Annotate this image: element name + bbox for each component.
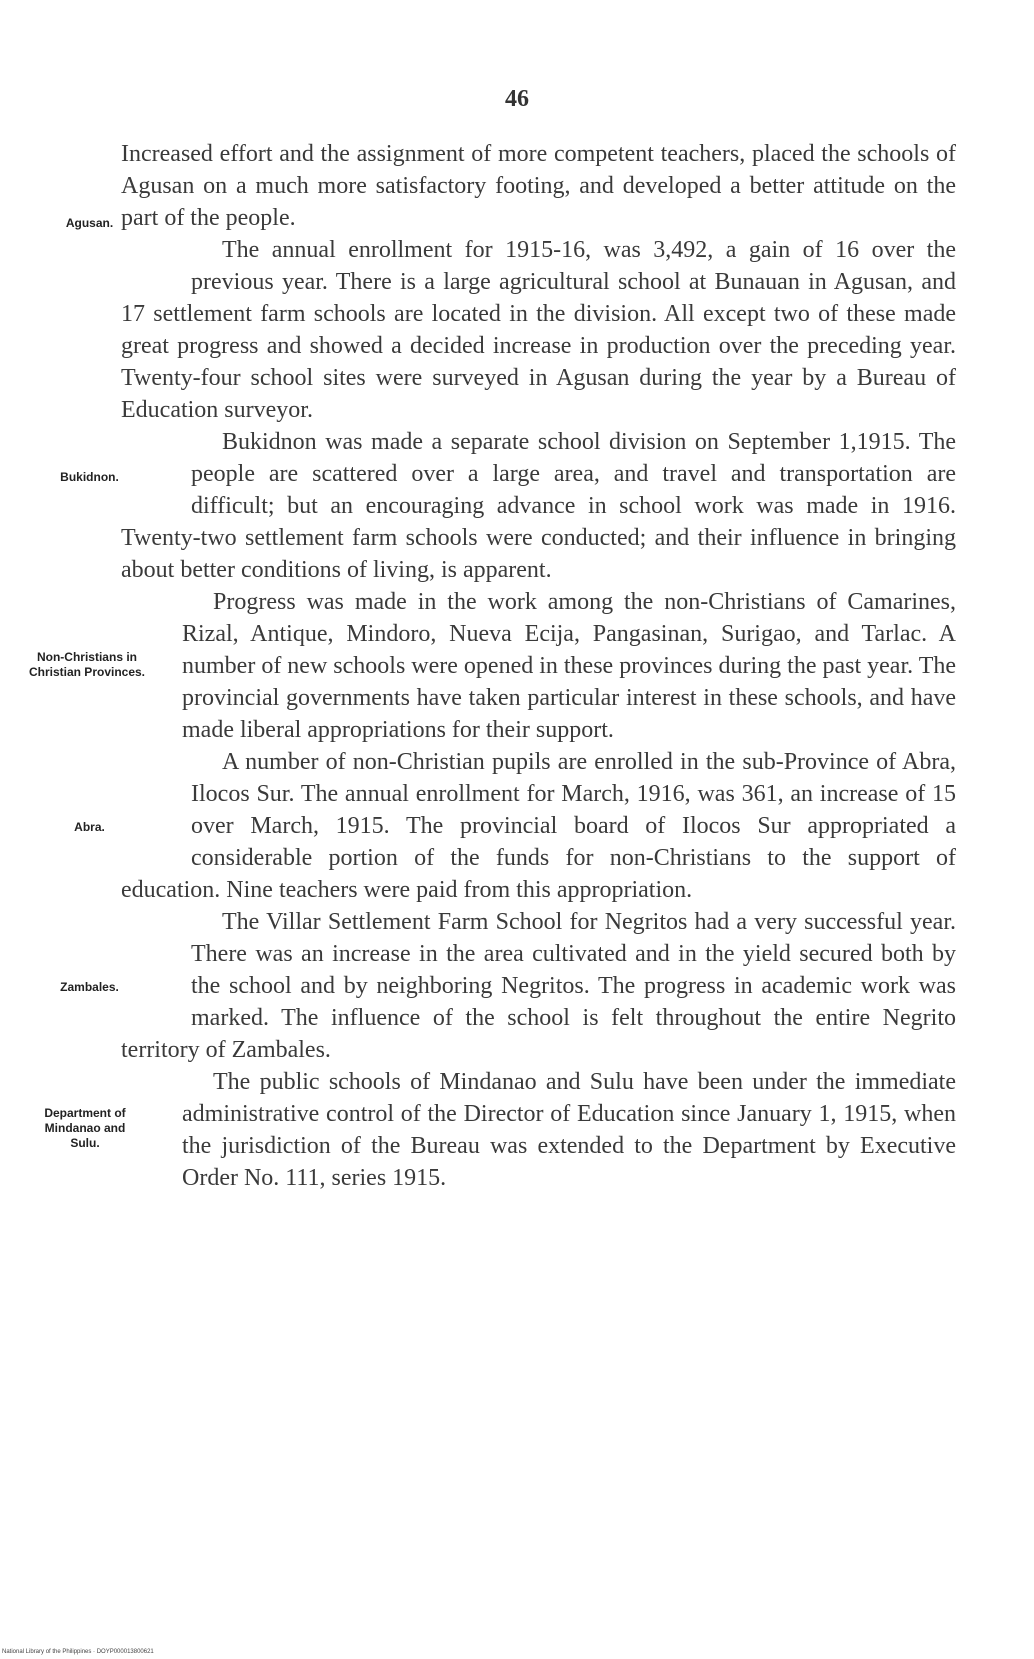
paragraph-text: Progress was made in the work among the non-Christians of Camarines, Rizal, Antique, Mindoro, Nueva Ecija, Pangasinan, Surigao, and Tarlac. A number of new schools were opened in these provinces during the past year. The provincial governments have taken particular interest in these schools, and have made liberal appropriations for their support. bbox=[182, 589, 956, 743]
side-note-agusan: Agusan. bbox=[65, 216, 114, 230]
paragraph-text: Bukidnon was made a separate school division on September 1,1915. The people are scattered over a large area, and travel and transportation are difficult; but an encouraging advance in school work was made in 1916. Twenty-two settlement farm schools were conducted; and their influence in bringing about better conditions of living, is apparent. bbox=[121, 429, 956, 583]
paragraph-text: Increased effort and the assignment of more competent teachers, placed the schools of Agusan on a much more satisfactory footing, and developed a better attitude on the part of the people. bbox=[121, 141, 956, 231]
archive-footer: National Library of the Philippines · DOYP000013800621 bbox=[2, 1649, 154, 1655]
paragraph-text: The public schools of Mindanao and Sulu have been under the immediate administrative control of the Director of Education since January 1, 1915, when the jurisdiction of the Bureau was extended to the Department by Executive Order No. 111, series 1915. bbox=[182, 1069, 956, 1191]
side-note-zambales: Zambales. bbox=[60, 980, 119, 994]
page-number: 46 bbox=[505, 86, 529, 112]
paragraph-text: A number of non-Christian pupils are enrolled in the sub-Province of Abra, Ilocos Sur. The annual enrollment for March, 1916, was 361, an increase of 15 over March, 1915. The provincial board of Ilocos Sur appropriated a considerable portion of the funds for non-Christians to the support of education. Nine teachers were paid from this appropriation. bbox=[121, 749, 956, 903]
paragraph-agusan bbox=[65, 216, 956, 426]
side-note-non-christians: Non-Christians in Christian Provinces. bbox=[28, 650, 146, 679]
paragraph-non-christians bbox=[28, 586, 956, 746]
paragraph-text: The annual enrollment for 1915-16, was 3,492, a gain of 16 over the previous year. There is a large agricultural school at Bunauan in Agusan, and 17 settlement farm schools are located in the division. All except two of these made great progress and showed a decided increase in production over the preceding year. Twenty-four school sites were surveyed in Agusan during the year by a Bureau of Education surveyor. bbox=[121, 237, 956, 423]
paragraph-text: The Villar Settlement Farm School for Negritos had a very successful year. There was an increase in the area cultivated and in the yield secured both by the school and by neighboring Negritos. The progress in academic work was marked. The influence of the school is felt throughout the entire Negrito territory of Zambales. bbox=[121, 909, 956, 1063]
paragraph-abra bbox=[74, 746, 956, 906]
paragraph-zambales bbox=[60, 906, 956, 1066]
side-note-bukidnon: Bukidnon. bbox=[60, 470, 119, 484]
paragraph-bukidnon bbox=[60, 426, 956, 586]
side-note-abra: Abra. bbox=[74, 820, 105, 834]
side-note-mindanao-sulu: Department of Mindanao and Sulu. bbox=[44, 1106, 126, 1150]
paragraph-mindanao-sulu bbox=[44, 1066, 956, 1194]
paragraph-intro bbox=[121, 138, 956, 234]
body-text bbox=[28, 138, 956, 1226]
